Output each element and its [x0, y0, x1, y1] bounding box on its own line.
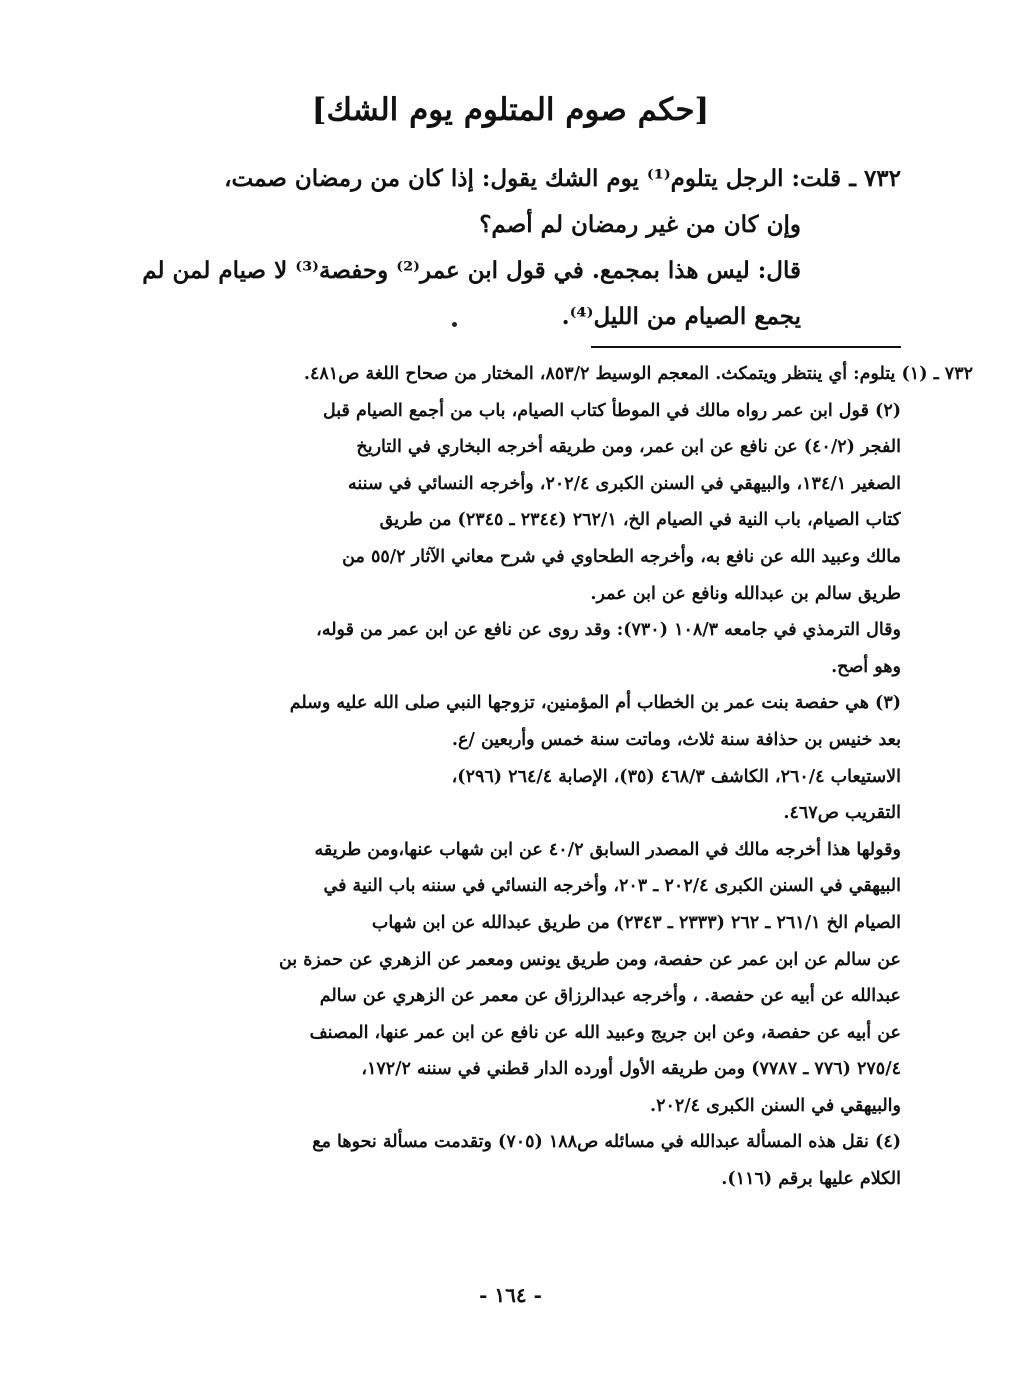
question-block [111, 156, 901, 340]
footnote-line: وهو أصح. [831, 656, 901, 677]
footnotes [191, 356, 973, 1198]
footnote-line: التقريب ص٤٦٧. [783, 803, 901, 824]
ink-dot [452, 322, 457, 327]
footnote-line: الاستيعاب ٢٦٠/٤، الكاشف ٤٦٨/٣ (٣٥)، الإصابة ٢٦٤/٤ (٢٩٦)، [451, 766, 901, 787]
question-text-1: قلت: الرجل يتلوم⁽¹⁾ يوم الشك يقول: إذا كان من رمضان صمت، [224, 165, 842, 192]
footnote-line: ٢٧٥/٤ (٧٧٦ ـ ٧٧٨٧) ومن طريقه الأول أورده الدار قطني في سننه ١٧٢/٢، [361, 1059, 901, 1080]
footnote-line: بعد خنيس بن حذافة سنة ثلاث، وماتت سنة خمس وأربعين /ع. [451, 729, 901, 750]
page-number: - ١٦٤ - [479, 1283, 542, 1307]
footnote-line: (٤) نقل هذه المسألة عبدالله في مسائله ص١٨٨ (٧٠٥) وتقدمت مسألة نحوها مع [312, 1132, 901, 1153]
footnote-line: والبيهقي في السنن الكبرى ٢٠٢/٤. [649, 1095, 901, 1116]
footnote-line: عن سالم عن ابن عمر عن حفصة، ومن طريق يونس ومعمر عن الزهري عن حمزة بن [278, 949, 901, 970]
footnote-line: كتاب الصيام، باب النية في الصيام الخ، ٢٦٢/١ (٢٣٤٤ ـ ٢٣٤٥) من طريق [379, 510, 901, 531]
footnote-line: الفجر (٤٠/٢) عن نافع عن ابن عمر، ومن طريقه أخرجه البخاري في التاريخ [356, 437, 901, 458]
footnote-line: الصغير ١٣٤/١، والبيهقي في السنن الكبرى ٢٠٢/٤، وأخرجه النسائي في سننه [348, 473, 901, 494]
footnote-line: مالك وعبيد الله عن نافع به، وأخرجه الطحاوي في شرح معاني الآثار ٥٥/٢ من [342, 546, 901, 567]
footnote-line: البيهقي في السنن الكبرى ٢٠٢/٤ ـ ٢٠٣، وأخرجه النسائي في سننه باب النية في [323, 876, 901, 897]
footnote-line: الصيام الخ ٢٦١/١ ـ ٢٦٢ (٢٣٣٣ ـ ٢٣٤٣) من طريق عبدالله عن ابن شهاب [371, 912, 901, 933]
question-line-2: وإن كان من غير رمضان لم أصم؟ [479, 211, 801, 238]
footnote-line: الكلام عليها برقم (١١٦). [721, 1169, 901, 1190]
footnote-separator [591, 346, 901, 348]
footnote-line: عبدالله عن أبيه عن حفصة. ، وأخرجه عبدالرزاق عن معمر عن الزهري عن سالم [319, 986, 901, 1007]
footnote-line: عن أبيه عن حفصة، وعن ابن جريج وعبيد الله عن نافع عن ابن عمر عنها، المصنف [309, 1022, 901, 1043]
question-number: ٧٣٢ ـ [849, 165, 901, 192]
footnote-line: وقولها هذا أخرجه مالك في المصدر السابق ٤٠/٢ عن ابن شهاب عنها،ومن طريقه [314, 839, 901, 860]
footnote-line: طريق سالم بن عبدالله ونافع عن ابن عمر. [590, 583, 901, 604]
footnote-line: (٣) هي حفصة بنت عمر بن الخطاب أم المؤمنين، تزوجها النبي صلى الله عليه وسلم [289, 693, 901, 714]
footnote-line: وقال الترمذي في جامعه ١٠٨/٣ (٧٣٠): وقد روى عن نافع عن ابن عمر من قوله، [316, 620, 901, 641]
answer-line-1: قال: ليس هذا بمجمع. في قول ابن عمر⁽²⁾ وحفصة⁽³⁾ لا صيام لمن لم [142, 257, 801, 284]
footnote-line: (٢) قول ابن عمر رواه مالك في الموطأ كتاب الصيام، باب من أجمع الصيام قبل [322, 400, 901, 421]
page-title: [حكم صوم المتلوم يوم الشك] [311, 92, 710, 128]
question-line-1 [111, 156, 901, 202]
answer-line-2: يجمع الصيام من الليل⁽⁴⁾. [561, 303, 801, 330]
footnote-line: ٧٣٢ ـ (١) يتلوم: أي ينتظر ويتمكث. المعجم الوسيط ٨٥٣/٢، المختار من صحاح اللغة ص٤٨١. [303, 364, 973, 384]
